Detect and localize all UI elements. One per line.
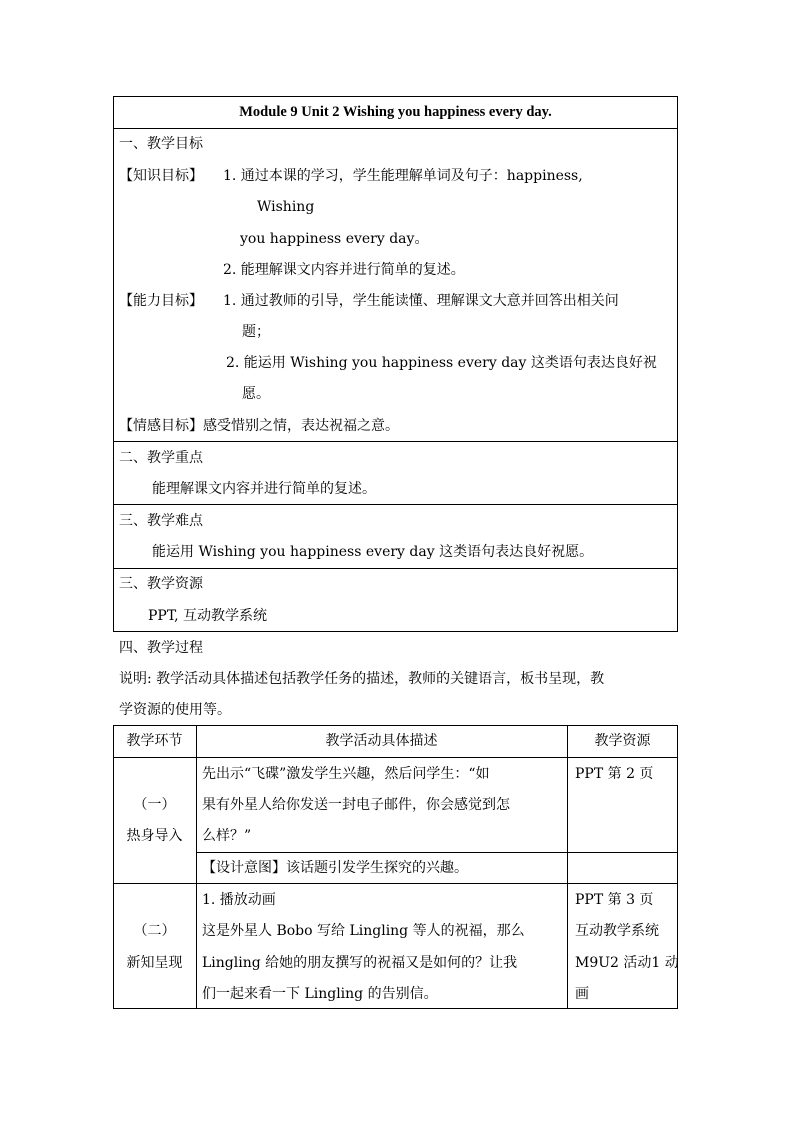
page-title: Module 9 Unit 2 Wishing you happiness every day. [239, 104, 552, 120]
difficulties-text: 能运用 Wishing you happiness every day 这类语句表达良好祝愿。 [152, 544, 594, 560]
row2-resource-cont: M9U2 活动1 动 [575, 955, 679, 971]
process-heading: 四、教学过程 [119, 640, 203, 656]
row2-description-cont: Lingling 给她的朋友撰写的祝福又是如何的？让我 [202, 955, 518, 971]
resources-heading: 三、教学资源 [119, 576, 203, 592]
row2-description-cont: 们一起来看一下 Lingling 的告别信。 [202, 986, 438, 1002]
knowledge-item-1-cont: Wishing [257, 199, 315, 215]
column-divider [567, 725, 568, 1009]
knowledge-item-2: 2. 能理解课文内容并进行简单的复述。 [223, 262, 465, 278]
row1-description-cont: 果有外星人给你发送一封电子邮件，你会感觉到怎 [202, 797, 510, 813]
row2-stage-number: （二） [133, 923, 176, 939]
row1-stage-name: 热身导入 [126, 828, 183, 844]
row2-description-cont: 这是外星人 Bobo 写给 Lingling 等人的祝福，那么 [202, 923, 525, 939]
row2-stage-name: 新知呈现 [126, 955, 183, 971]
emotion-objective: 【情感目标】感受惜别之情，表达祝福之意。 [119, 418, 399, 434]
row2-resource-cont: 互动教学系统 [575, 923, 659, 939]
column-divider [196, 725, 197, 1009]
row2-resource-cont: 画 [575, 986, 589, 1002]
knowledge-label: 【知识目标】 [119, 168, 203, 184]
row1-resource: PPT 第 2 页 [575, 766, 654, 782]
row-divider [196, 852, 678, 853]
ability-item-1-cont: 题； [242, 324, 270, 340]
row-divider [113, 757, 678, 758]
resources-text: PPT, 互动教学系统 [148, 608, 268, 624]
row1-description-cont: 么样？” [202, 828, 252, 844]
process-note-cont: 学资源的使用等。 [119, 702, 231, 718]
objectives-heading: 一、教学目标 [119, 136, 203, 152]
divider [113, 568, 678, 569]
process-note: 说明: 教学活动具体描述包括教学任务的描述，教师的关键语言，板书呈现，教 [119, 671, 605, 687]
key-points-text: 能理解课文内容并进行简单的复述。 [152, 481, 376, 497]
divider [113, 441, 678, 442]
ability-item-2: 2. 能运用 Wishing you happiness every day 这类语句表达良好祝 [226, 355, 657, 371]
table-header-stage: 教学环节 [126, 733, 183, 749]
row2-resource: PPT 第 3 页 [575, 892, 654, 908]
row-divider [113, 883, 678, 884]
table-header-description: 教学活动具体描述 [325, 733, 438, 749]
row1-stage-number: （一） [133, 797, 176, 813]
row1-design-intent: 【设计意图】该话题引发学生探究的兴趣。 [202, 860, 468, 876]
knowledge-item-1-cont: you happiness every day。 [240, 231, 429, 247]
row2-description: 1. 播放动画 [202, 892, 276, 908]
difficulties-heading: 三、教学难点 [119, 513, 203, 529]
key-points-heading: 二、教学重点 [119, 450, 203, 466]
ability-item-2-cont: 愿。 [242, 386, 270, 402]
ability-label: 【能力目标】 [119, 293, 203, 309]
divider [113, 504, 678, 505]
divider [113, 128, 678, 129]
table-header-resources: 教学资源 [594, 733, 651, 749]
knowledge-item-1: 1. 通过本课的学习，学生能理解单词及句子：happiness, [223, 168, 583, 184]
ability-item-1: 1. 通过教师的引导，学生能读懂、理解课文大意并回答出相关问 [223, 293, 619, 309]
row1-description: 先出示“飞碟”激发学生兴趣，然后问学生：“如 [202, 766, 490, 782]
